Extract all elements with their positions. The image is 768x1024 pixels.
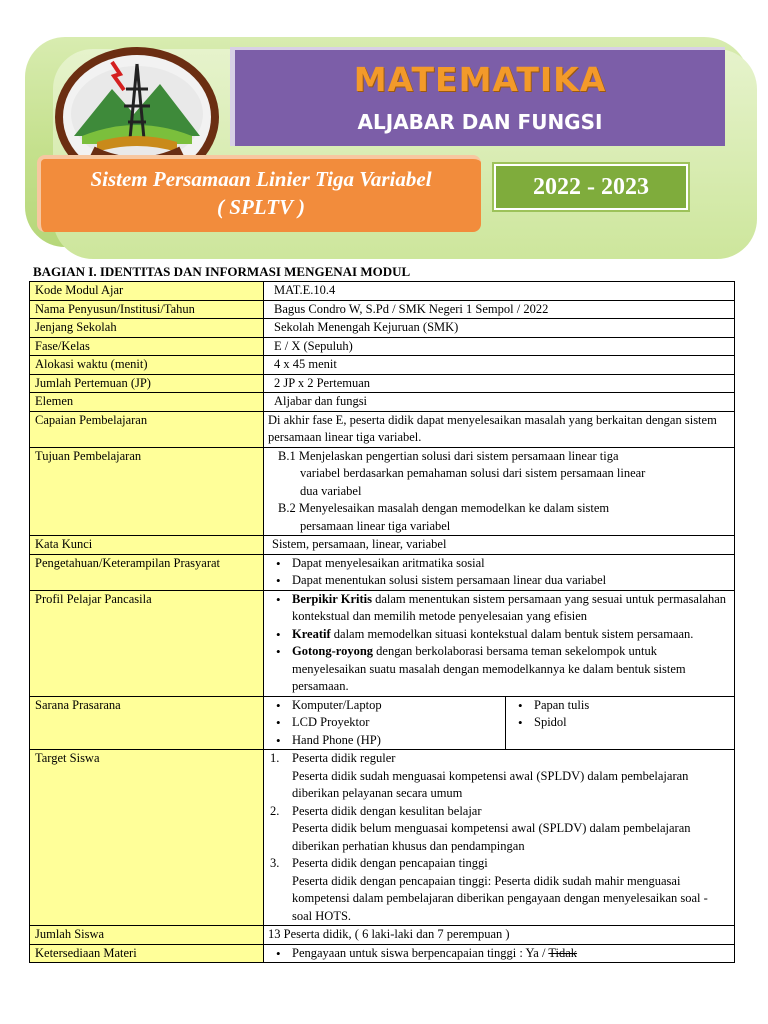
target-desc: Peserta didik sudah menguasai kompetensi awal (SPLDV) dalam pembelajaran diberikan pelayanan secara umum <box>292 768 689 800</box>
topic-title: Sistem Persamaan Linier Tiga Variabel <box>90 167 432 191</box>
row-value <box>264 554 735 590</box>
row-label: Capaian Pembelajaran <box>30 411 264 447</box>
table-row <box>30 696 735 750</box>
row-label: Pengetahuan/Keterampilan Prasyarat <box>30 554 264 590</box>
item-number: 1. <box>270 751 280 765</box>
topic-box <box>37 155 481 232</box>
row-value <box>264 590 735 696</box>
profile-list <box>268 591 730 696</box>
table-row <box>30 590 735 696</box>
topic-abbreviation: ( SPLTV ) <box>217 195 305 219</box>
row-value: Di akhir fase E, peserta didik dapat menyelesaikan masalah yang berkaitan dengan sistem persamaan linear tiga variabel. <box>264 411 735 447</box>
target-desc: Peserta didik dengan pencapaian tinggi: Peserta didik sudah mahir menguasai kompetensi dalam pembelajaran diberikan pengayaan dengan menyelesaikan soal - soal HOTS. <box>292 873 708 923</box>
row-value: Bagus Condro W, S.Pd / SMK Negeri 1 Sempol / 2022 <box>264 300 735 319</box>
profile-desc: dengan berkolaborasi bersama teman sekelompok untuk menyelesaikan suatu masalah dengan memodelkannya ke dalam bentuk sistem persamaan. <box>292 644 686 693</box>
row-label: Jenjang Sekolah <box>30 319 264 338</box>
profile-desc: dalam memodelkan situasi kontekstual dalam bentuk sistem persamaan. <box>330 626 694 641</box>
objective-item <box>278 448 730 501</box>
row-label: Sarana Prasarana <box>30 696 264 750</box>
material-list <box>268 945 730 963</box>
row-label: Ketersediaan Materi <box>30 944 264 963</box>
target-title: Peserta didik reguler <box>292 751 396 765</box>
table-row <box>30 374 735 393</box>
row-label: Elemen <box>30 393 264 412</box>
table-row <box>30 337 735 356</box>
profile-desc: dalam menentukan sistem persamaan yang sesuai untuk permasalahan kontekstual dan memilih metode penyelesaian yang efisien <box>292 591 727 623</box>
objective-code: B.1 <box>278 448 296 463</box>
row-label: Nama Penyusun/Institusi/Tahun <box>30 300 264 319</box>
subject-subtitle: ALJABAR DAN FUNGSI <box>357 110 603 134</box>
facilities-grid <box>264 697 734 750</box>
list-item <box>292 945 730 963</box>
row-value: Sekolah Menengah Kejuruan (SMK) <box>264 319 735 338</box>
objective-code: B.2 <box>278 501 296 515</box>
section-title: BAGIAN I. IDENTITAS DAN INFORMASI MENGENAI MODUL <box>33 264 411 279</box>
material-text: Pengayaan untuk siswa berpencapaian tinggi : Ya / <box>292 945 549 960</box>
row-value <box>264 447 735 536</box>
row-value: E / X (Sepuluh) <box>264 337 735 356</box>
table-row <box>30 319 735 338</box>
row-label: Alokasi waktu (menit) <box>30 356 264 375</box>
target-desc: Peserta didik belum menguasai kompetensi awal (SPLDV) dalam pembelajaran diberikan perhatian khusus dan pendampingan <box>292 821 691 853</box>
row-value <box>264 696 735 750</box>
subject-title-box <box>230 47 725 146</box>
list-item <box>270 750 730 803</box>
list-item: • Hand Phone (HP) <box>292 732 505 750</box>
facilities-list <box>510 697 734 732</box>
row-label: Tujuan Pembelajaran <box>30 447 264 536</box>
objective-item <box>278 500 730 535</box>
row-value: Sistem, persamaan, linear, variabel <box>264 536 735 555</box>
table-row <box>30 554 735 590</box>
table-row <box>30 282 735 301</box>
row-value <box>264 750 735 926</box>
row-label: Jumlah Pertemuan (JP) <box>30 374 264 393</box>
target-title: Peserta didik dengan kesulitan belajar <box>292 803 482 818</box>
list-item <box>292 591 730 626</box>
facilities-right <box>506 697 735 750</box>
row-label: Target Siswa <box>30 750 264 926</box>
profile-trait: Kreatif <box>292 626 331 641</box>
objective-line: dua variabel <box>300 483 362 498</box>
table-row <box>30 536 735 555</box>
target-list <box>268 750 730 925</box>
item-number: 3. <box>270 856 280 870</box>
objective-line: variabel berdasarkan pemahaman solusi dari sistem persamaan linear <box>300 466 646 480</box>
subject-title: MATEMATIKA <box>353 60 607 99</box>
row-value: MAT.E.10.4 <box>264 282 735 301</box>
table-row <box>30 356 735 375</box>
list-item: • Spidol <box>534 714 734 732</box>
list-item: • Dapat menentukan solusi sistem persamaan linear dua variabel <box>292 572 730 590</box>
list-item: • Dapat menyelesaikan aritmatika sosial <box>292 555 730 573</box>
list-item <box>292 643 730 696</box>
row-value <box>264 944 735 963</box>
prerequisite-list <box>268 555 730 590</box>
objective-line: Menyelesaikan masalah dengan memodelkan ke dalam sistem <box>298 501 610 515</box>
target-title: Peserta didik dengan pencapaian tinggi <box>292 856 488 870</box>
academic-year-badge: 2022 - 2023 <box>494 164 688 210</box>
row-label: Kode Modul Ajar <box>30 282 264 301</box>
struck-option: Tidak <box>548 945 578 960</box>
profile-trait: Berpikir Kritis <box>292 591 372 606</box>
item-number: 2. <box>270 803 280 818</box>
row-label: Fase/Kelas <box>30 337 264 356</box>
objective-line: Menjelaskan pengertian solusi dari sistem persamaan linear tiga <box>298 448 619 463</box>
list-item <box>270 803 730 856</box>
list-item <box>292 626 730 644</box>
module-identity-table <box>29 281 735 963</box>
table-row <box>30 411 735 447</box>
row-label: Jumlah Siswa <box>30 926 264 945</box>
list-item: • Papan tulis <box>534 697 734 715</box>
facilities-left <box>264 697 506 750</box>
row-label: Kata Kunci <box>30 536 264 555</box>
list-item <box>270 855 730 925</box>
row-label: Profil Pelajar Pancasila <box>30 590 264 696</box>
list-item: • Komputer/Laptop <box>292 697 505 715</box>
table-row <box>30 300 735 319</box>
row-value: 13 Peserta didik, ( 6 laki-laki dan 7 perempuan ) <box>264 926 735 945</box>
table-row <box>30 750 735 926</box>
table-row <box>30 926 735 945</box>
list-item: • LCD Proyektor <box>292 714 505 732</box>
table-row <box>30 447 735 536</box>
profile-trait: Gotong-royong <box>292 644 374 658</box>
row-value: 4 x 45 menit <box>264 356 735 375</box>
row-value: Aljabar dan fungsi <box>264 393 735 412</box>
objective-line: persamaan linear tiga variabel <box>300 518 451 533</box>
row-value: 2 JP x 2 Pertemuan <box>264 374 735 393</box>
table-row <box>30 393 735 412</box>
table-row <box>30 944 735 963</box>
facilities-list <box>268 697 505 750</box>
